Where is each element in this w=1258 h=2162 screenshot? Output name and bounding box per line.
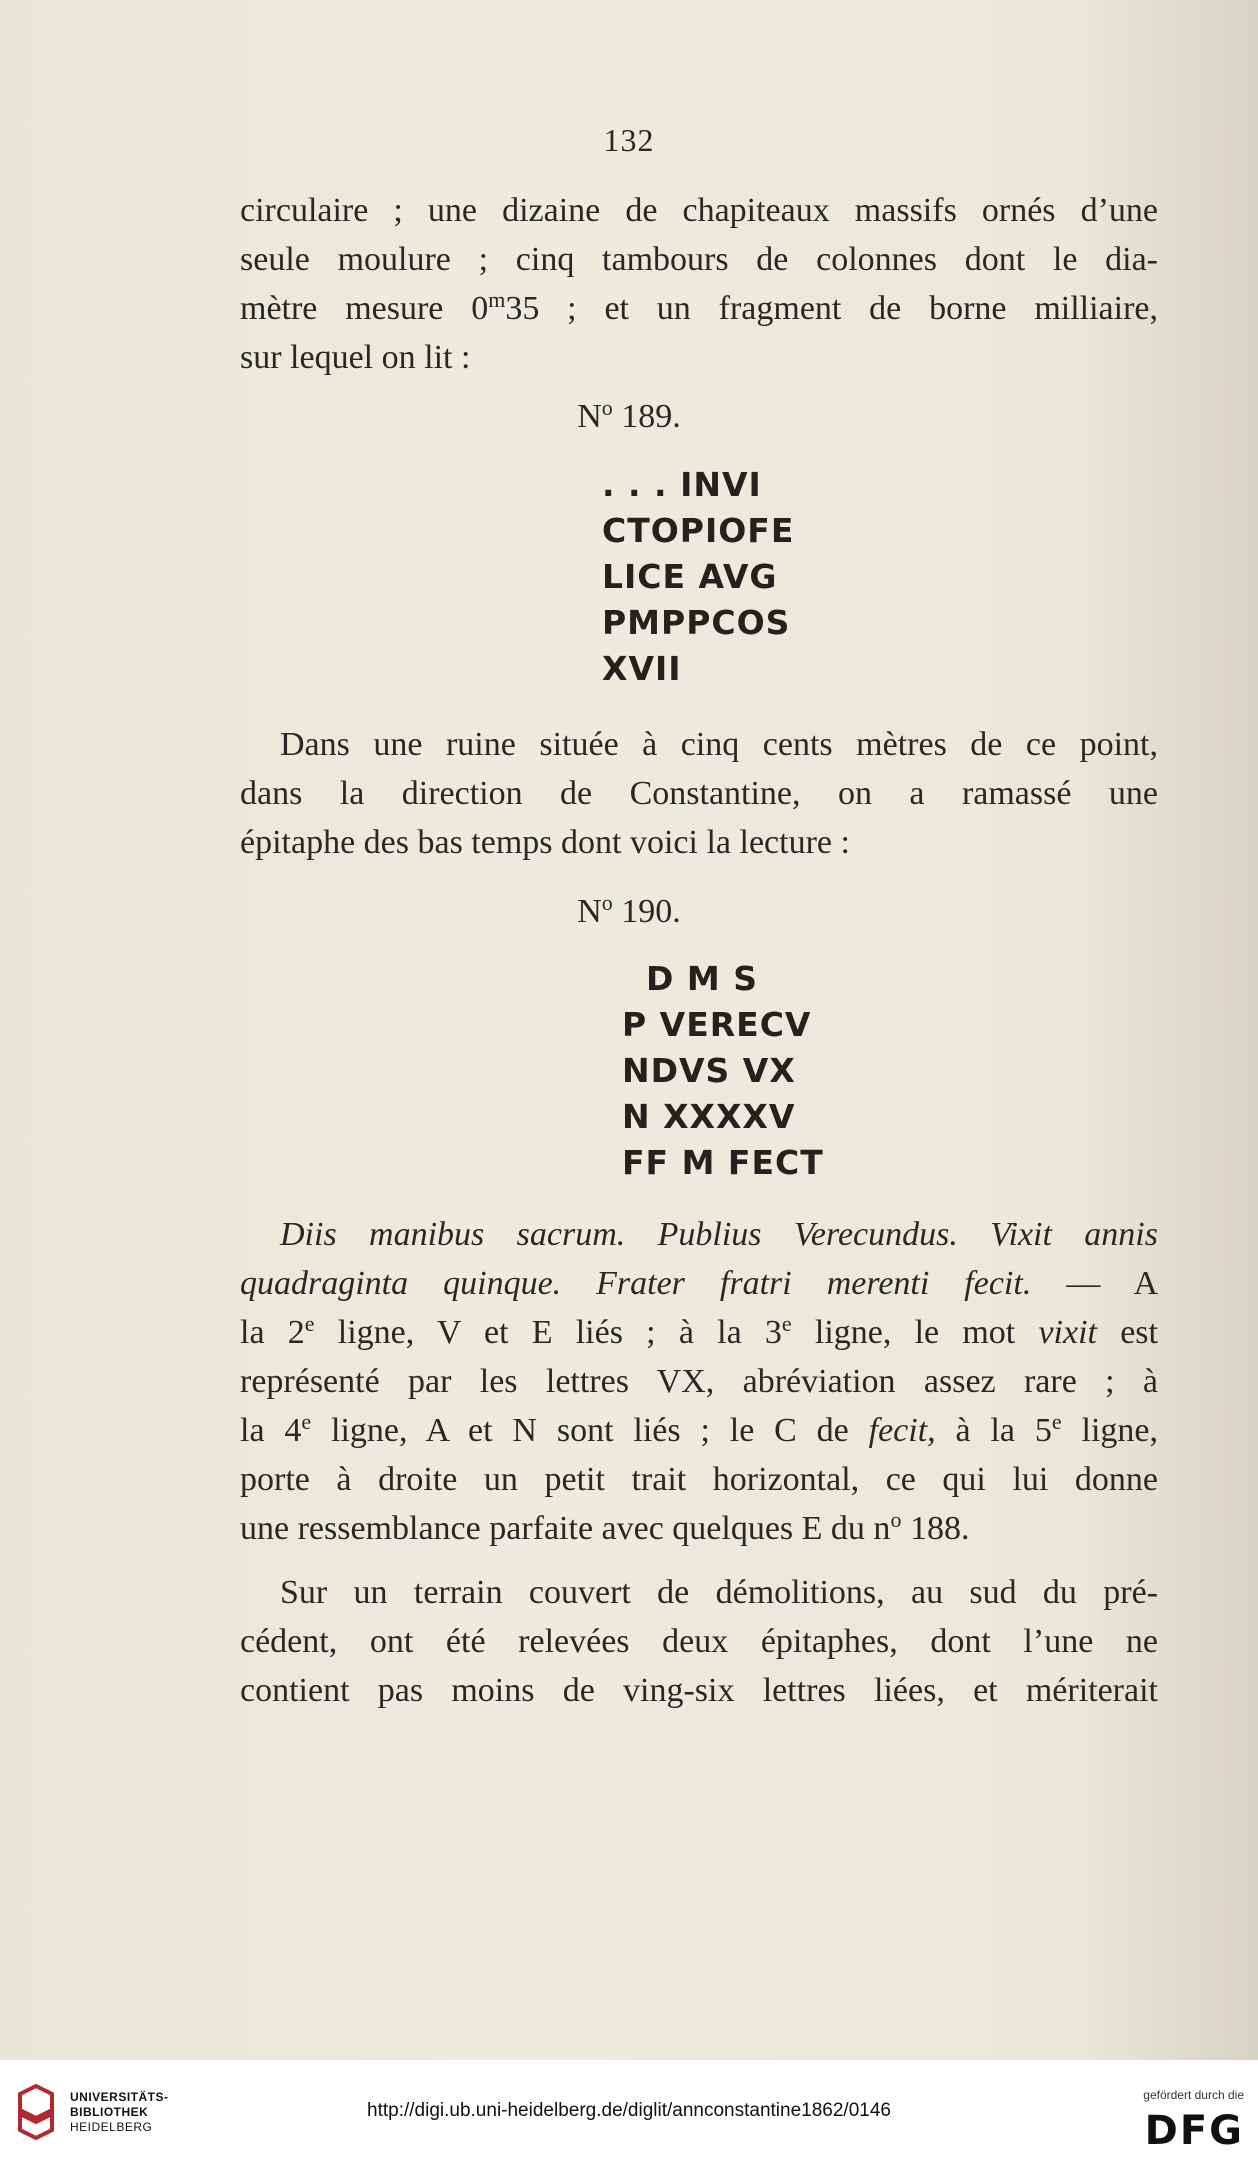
text-line: Diis manibus sacrum. Publius Verecundus. Vixit annis [280,1216,1158,1253]
inscription-190 [622,956,824,1186]
text-line: mètre mesure 0$^m$35 ; et un fragment de borne milliaire, [240,287,1159,327]
text-line: porte à droite un petit trait horizontal, ce qui lui donne [240,1461,1158,1498]
library-name-line: HEIDELBERG [70,2120,153,2134]
inscription-line: N XXXXV [622,1097,796,1136]
inscription-line: LICE AVG [602,557,778,596]
source-url-link[interactable]: http://digi.ub.uni-heidelberg.de/diglit/annconstantine1862/0146 [367,2100,891,2121]
inscription-line: PMPPCOS [602,603,791,642]
text-line: la 2e ligne, V et E liés ; à la 3e ligne, le mot vixit est [240,1311,1158,1351]
text-line: contient pas moins de ving-six lettres liées, et mériterait [240,1672,1158,1709]
library-name-line: UNIVERSITÄTS- [70,2090,169,2104]
inscription-number-189: $N^o$ 189. [577,395,681,435]
inscription-line: D M S [646,959,758,998]
inscription-line: XVII [602,649,682,688]
text-line: une ressemblance parfaite avec quelques E du $n^o$ 188. [240,1507,970,1547]
text-line: épitaphe des bas temps dont voici la lecture : [240,824,850,861]
paragraph-2 [240,720,1158,867]
footer-bar [0,2060,1258,2162]
paragraph-3 [240,1210,1158,1553]
page-number: 132 [603,122,655,158]
text-line: seule moulure ; cinq tambours de colonnes dont le dia- [240,241,1158,278]
funded-by-label: gefördert durch die [1143,2088,1244,2102]
text-line: sur lequel on lit : [240,339,471,376]
paragraph-4 [240,1568,1158,1715]
inscription-line: CTOPIOFE [602,511,795,550]
inscription-line: NDVS VX [622,1051,796,1090]
text-line: cédent, ont été relevées deux épitaphes, dont l’une ne [240,1623,1158,1660]
paragraph-1 [240,186,1158,382]
text-line: quadraginta quinque. Frater fratri merenti fecit. — A [240,1265,1158,1302]
text-line: Sur un terrain couvert de démolitions, au sud du pré- [280,1574,1158,1611]
inscription-line: FF M FECT [622,1143,824,1182]
library-name-line: BIBLIOTHEK [70,2105,149,2119]
text-line: dans la direction de Constantine, on a ramassé une [240,775,1158,812]
text-line: la 4e ligne, A et N sont liés ; le C de fecit, à la 5e ligne, [240,1409,1158,1449]
inscription-line: P VERECV [622,1005,812,1044]
text-line: Dans une ruine située à cinq cents mètres de ce point, [280,726,1158,763]
text-line: circulaire ; une dizaine de chapiteaux massifs ornés d’une [240,192,1158,229]
inscription-number-190: $N^o$ 190. [577,890,681,930]
dfg-logo: DFG [1144,2108,1244,2154]
inscription-189 [602,462,794,692]
inscription-line: . . . INVI [602,465,762,504]
text-line: représenté par les lettres VX, abréviation assez rare ; à [240,1363,1158,1400]
